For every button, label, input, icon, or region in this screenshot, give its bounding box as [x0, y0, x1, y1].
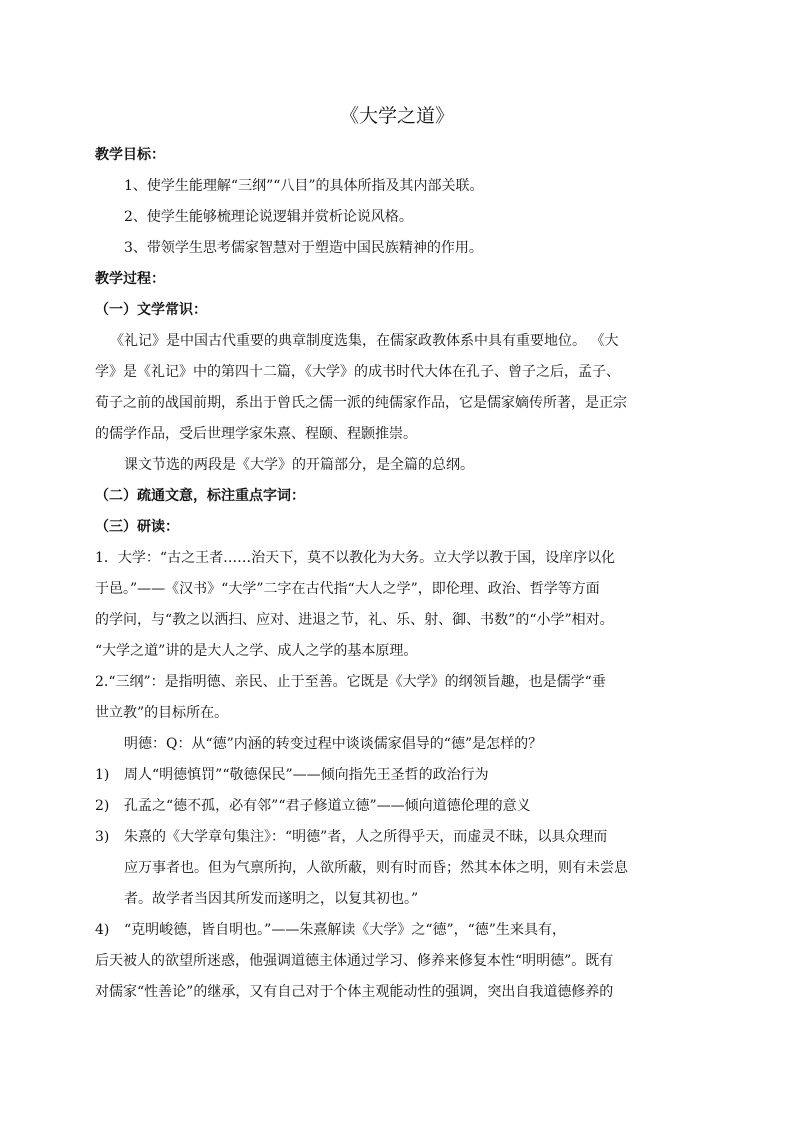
- paragraph-line: “大学之道”讲的是大人之学、成人之学的基本原理。: [95, 643, 418, 659]
- list-item: 周人“明德慎罚”“敬德保民”——倾向指先王圣哲的政治行为: [124, 767, 489, 783]
- page-title: 《大学之道》: [339, 105, 454, 127]
- paragraph-line: 后天被人的欲望所迷惑，他强调道德主体通过学习、修养来修复本性“明明德”。既有: [95, 953, 614, 969]
- paragraph-line: 于邑。”——《汉书》“大学”二字在古代指“大人之学”，即伦理、政治、哲学等方面: [95, 581, 600, 597]
- paragraph-line: 课文节选的两段是《大学》的开篇部分，是全篇的总纲。: [124, 457, 474, 473]
- list-number: 1): [95, 767, 110, 783]
- list-item: 者。故学者当因其所发而遂明之，以复其初也。”: [124, 891, 419, 907]
- paragraph-line: 1．大学：“古之王者……治天下，莫不以教化为大务。立大学以教于国，设庠序以化: [95, 550, 616, 566]
- list-item: “克明峻德，皆自明也。”——朱熹解读《大学》之“德”，“德”生来具有，: [124, 922, 566, 938]
- list-number: 4): [95, 922, 110, 938]
- goal-item: 3、带领学生思考儒家智慧对于塑造中国民族精神的作用。: [124, 240, 483, 256]
- process-heading: 教学过程：: [95, 271, 165, 287]
- section2-heading: （二）疏通文意，标注重点字词：: [95, 488, 305, 504]
- paragraph-line: 荀子之前的战国前期，系出于曾氏之儒一派的纯儒家作品，它是儒家嫡传所著，是正宗: [95, 395, 627, 411]
- goals-heading: 教学目标：: [95, 147, 165, 163]
- goal-item: 2、使学生能够梳理论说逻辑并赏析论说风格。: [124, 209, 413, 225]
- paragraph-line: 对儒家“性善论”的继承，又有自己对于个体主观能动性的强调，突出自我道德修养的: [95, 984, 614, 1000]
- section3-heading: （三）研读：: [95, 519, 179, 535]
- paragraph-line: 的儒学作品，受后世理学家朱熹、程颐、程颢推崇。: [95, 426, 417, 442]
- paragraph-line: 《礼记》是中国古代重要的典章制度选集，在儒家政教体系中具有重要地位。 《大: [110, 333, 619, 349]
- paragraph-line: 的学问，与“教之以洒扫、应对、进退之节，礼、乐、射、御、书数”的“小学”相对。: [95, 612, 614, 628]
- list-item: 朱熹的《大学章句集注》：“明德”者，人之所得乎天，而虚灵不昧，以具众理而: [124, 829, 608, 845]
- list-item: 孔孟之“德不孤，必有邻”“君子修道立德”——倾向道德伦理的意义: [124, 798, 531, 814]
- list-item: 应万事者也。但为气禀所拘，人欲所蔽，则有时而昏；然其本体之明，则有未尝息: [124, 860, 628, 876]
- list-number: 2): [95, 798, 110, 814]
- section1-heading: （一）文学常识：: [95, 302, 207, 318]
- mingde-question: 明德：Q：从“德”内涵的转变过程中谈谈儒家倡导的“德”是怎样的？: [124, 736, 543, 752]
- list-number: 3): [95, 829, 110, 845]
- goal-item: 1、使学生能理解“三纲”“八目”的具体所指及其内部关联。: [124, 178, 484, 194]
- paragraph-line: 世立教”的目标所在。: [95, 705, 229, 721]
- paragraph-line: 2.“三纲”：是指明德、亲民、止于至善。它既是《大学》的纲领旨趣，也是儒学“垂: [95, 674, 606, 690]
- paragraph-line: 学》是《礼记》中的第四十二篇，《大学》的成书时代大体在孔子、曾子之后，孟子、: [95, 364, 620, 380]
